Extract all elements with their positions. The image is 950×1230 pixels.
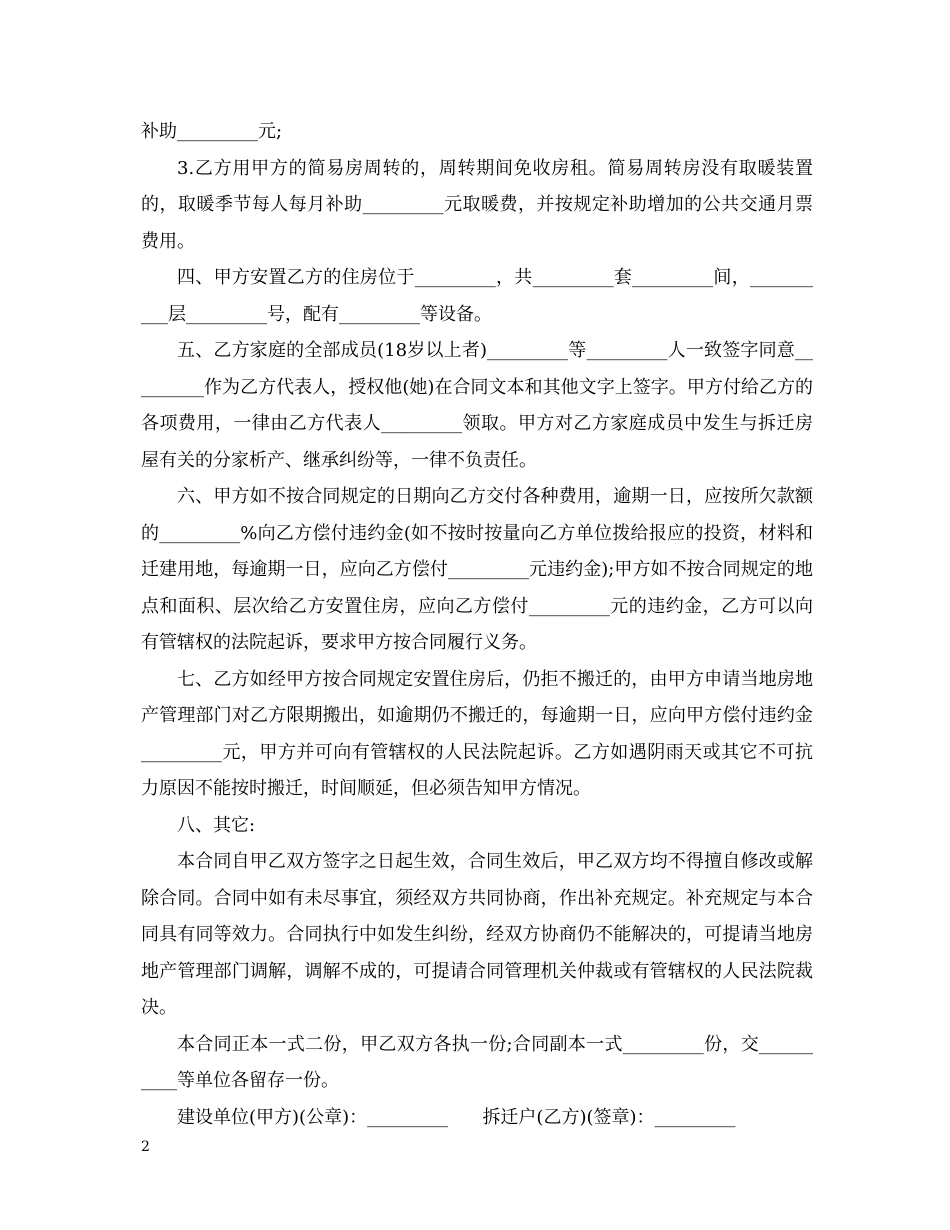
paragraph-clause-4-housing-location: 四、甲方安置乙方的住房位于_________，共_________套_________间，__________层_________号，配有_________等设备。 bbox=[141, 267, 813, 325]
paragraph-clause-8-heading: 八、其它: bbox=[177, 814, 256, 836]
paragraph-clause-7-party-b-refusal: 七、乙方如经甲方按合同规定安置住房后，仍拒不搬迁的，由甲方申请当地房地产管理部门对乙方限期搬出，如逾期仍不搬迁的，每逾期一日，应向甲方偿付违约金_________元，甲方并可向有管辖权的人民法院起诉。乙方如遇阴雨天或其它不可抗力原因不能按时搬迁，时间顺延，但必须告知甲方情况。 bbox=[141, 668, 813, 799]
paragraph-effectiveness: 本合同自甲乙双方签字之日起生效，合同生效后，甲乙双方均不得擅自修改或解除合同。合同中如有未尽事宜，须经双方共同协商，作出补充规定。补充规定与本合同具有同等效力。合同执行中如发生纠纷，经双方协商仍不能解决的，可提请当地房地产管理部门调解，调解不成的，可提请合同管理机关仲裁或有管辖权的人民法院裁决。 bbox=[141, 851, 813, 1018]
paragraph-copies: 本合同正本一式二份，甲乙双方各执一份;合同副本一式_________份，交__________等单位各留存一份。 bbox=[141, 1033, 813, 1091]
paragraph-clause-5-family-members: 五、乙方家庭的全部成员(18岁以上者)_________等_________人一致签字同意_________作为乙方代表人，授权他(她)在合同文本和其他文字上签字。甲方付给乙方的各项费用，一律由乙方代表人_________领取。甲方对乙方家庭成员中发生与拆迁房屋有关的分家析产、继承纠纷等，一律不负责任。 bbox=[141, 340, 813, 471]
party-b-signature-field: 拆迁户(乙方)(签章)：_________ bbox=[482, 1106, 736, 1128]
paragraph-item-3-temporary-housing: 3.乙方用甲方的简易房周转的，周转期间免收房租。简易周转房没有取暖装置的，取暖季节每人每月补助_________元取暖费，并按规定补助增加的公共交通月票费用。 bbox=[141, 157, 813, 252]
page-number: 2 bbox=[141, 1139, 150, 1155]
signature-line bbox=[141, 1100, 813, 1137]
paragraph-clause-6-party-a-breach: 六、甲方如不按合同规定的日期向乙方交付各种费用，逾期一日，应按所欠款额的_________%向乙方偿付违约金(如不按时按量向乙方单位拨给报应的投资，材料和迁建用地，每逾期一日，应向乙方偿付_________元违约金);甲方如不按合同规定的地点和面积、层次给乙方安置住房，应向乙方偿付_________元的违约金，乙方可以向有管辖权的法院起诉，要求甲方按合同履行义务。 bbox=[141, 486, 813, 653]
party-a-signature-field: 建设单位(甲方)(公章)：_________ bbox=[177, 1106, 449, 1128]
paragraph-subsidy-end: 补助_________元; bbox=[141, 121, 283, 142]
contract-body bbox=[141, 114, 813, 1136]
